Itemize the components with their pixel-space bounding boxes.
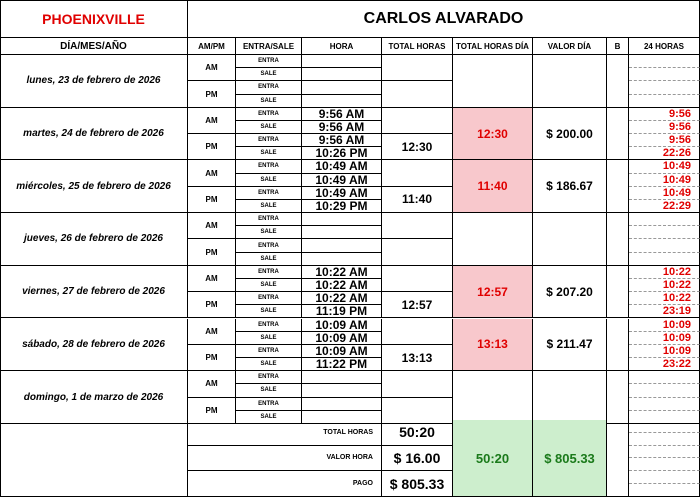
period-am: AM <box>188 266 236 292</box>
time-entry[interactable] <box>302 55 382 68</box>
time-entry[interactable] <box>302 398 382 411</box>
time-entry[interactable]: 10:09 AM <box>302 345 382 358</box>
h24-entry: 10:49 <box>629 187 700 200</box>
entra-label: ENTRA <box>236 398 302 411</box>
day-date: jueves, 26 de febrero de 2026 <box>0 213 188 266</box>
period-pm: PM <box>188 239 236 265</box>
header-entra-sale: ENTRA/SALE <box>236 38 302 55</box>
total-hours-blank <box>382 213 453 239</box>
entra-label: ENTRA <box>236 292 302 305</box>
time-entry[interactable]: 10:49 AM <box>302 174 382 187</box>
total-horas-label: TOTAL HORAS <box>188 420 382 446</box>
day-value <box>533 371 607 424</box>
entra-label: ENTRA <box>236 55 302 68</box>
header-hora: HORA <box>302 38 382 55</box>
header-valor-dia: VALOR DÍA <box>533 38 607 55</box>
h24-entry <box>629 226 700 239</box>
total-horas-value: 50:20 <box>382 420 453 446</box>
sale-label: SALE <box>236 226 302 239</box>
h24-entry: 10:09 <box>629 319 700 332</box>
total-hours: 12:57 <box>382 292 453 318</box>
day-date: martes, 24 de febrero de 2026 <box>0 108 188 161</box>
time-entry[interactable]: 9:56 AM <box>302 121 382 134</box>
day-value: $ 200.00 <box>533 108 607 161</box>
b-column-cell <box>607 55 629 108</box>
total-hours: 13:13 <box>382 345 453 371</box>
h24-entry <box>629 213 700 226</box>
h24-entry <box>629 398 700 411</box>
total-hours <box>382 81 453 107</box>
total-hours-blank <box>382 55 453 81</box>
valor-hora-label: VALOR HORA <box>188 446 382 472</box>
day-value <box>533 55 607 108</box>
summary-h24-blank <box>629 433 700 446</box>
time-entry[interactable]: 10:49 AM <box>302 187 382 200</box>
h24-entry: 22:29 <box>629 200 700 213</box>
company-title: PHOENIXVILLE <box>0 0 188 38</box>
h24-entry: 9:56 <box>629 108 700 121</box>
summary-b-blank <box>607 420 629 497</box>
time-entry[interactable] <box>302 81 382 94</box>
sale-label: SALE <box>236 174 302 187</box>
sale-label: SALE <box>236 68 302 81</box>
h24-entry: 22:26 <box>629 147 700 160</box>
total-hours <box>382 239 453 265</box>
time-entry[interactable]: 10:29 PM <box>302 200 382 213</box>
summary-day-hours: 50:20 <box>453 420 533 497</box>
sale-label: SALE <box>236 305 302 318</box>
h24-entry <box>629 384 700 397</box>
sale-label: SALE <box>236 121 302 134</box>
h24-entry <box>629 81 700 94</box>
period-pm: PM <box>188 134 236 160</box>
sale-label: SALE <box>236 384 302 397</box>
time-entry[interactable] <box>302 68 382 81</box>
h24-entry <box>629 55 700 68</box>
total-hours-blank <box>382 108 453 134</box>
day-date: domingo, 1 de marzo de 2026 <box>0 371 188 424</box>
entra-label: ENTRA <box>236 371 302 384</box>
time-entry[interactable]: 9:56 AM <box>302 134 382 147</box>
sale-label: SALE <box>236 147 302 160</box>
day-value <box>533 213 607 266</box>
pago-value: $ 805.33 <box>382 471 453 497</box>
entra-label: ENTRA <box>236 213 302 226</box>
summary-day-value: $ 805.33 <box>533 420 607 497</box>
period-pm: PM <box>188 81 236 107</box>
sale-label: SALE <box>236 253 302 266</box>
sale-label: SALE <box>236 332 302 345</box>
h24-entry: 10:22 <box>629 292 700 305</box>
summary-h24-blank <box>629 459 700 472</box>
header-total-horas: TOTAL HORAS <box>382 38 453 55</box>
h24-entry: 10:22 <box>629 266 700 279</box>
entra-label: ENTRA <box>236 160 302 173</box>
summary-h24-blank <box>629 484 700 497</box>
period-pm: PM <box>188 187 236 213</box>
sale-label: SALE <box>236 411 302 424</box>
b-column-cell <box>607 160 629 213</box>
h24-entry: 10:09 <box>629 332 700 345</box>
day-value: $ 211.47 <box>533 319 607 372</box>
total-hours: 11:40 <box>382 187 453 213</box>
h24-entry: 23:22 <box>629 358 700 371</box>
summary-h24-blank <box>629 471 700 484</box>
period-am: AM <box>188 55 236 81</box>
entra-label: ENTRA <box>236 134 302 147</box>
employee-title: CARLOS ALVARADO <box>188 0 700 38</box>
time-entry[interactable] <box>302 371 382 384</box>
header-ampm: AM/PM <box>188 38 236 55</box>
b-column-cell <box>607 108 629 161</box>
period-am: AM <box>188 371 236 397</box>
b-column-cell <box>607 371 629 424</box>
time-entry[interactable] <box>302 226 382 239</box>
day-total-hours: 12:30 <box>453 108 533 161</box>
entra-label: ENTRA <box>236 187 302 200</box>
period-pm: PM <box>188 292 236 318</box>
sale-label: SALE <box>236 358 302 371</box>
period-am: AM <box>188 160 236 186</box>
time-entry[interactable]: 10:22 AM <box>302 266 382 279</box>
header-date: DÍA/MES/AÑO <box>0 38 188 55</box>
h24-entry: 9:56 <box>629 134 700 147</box>
summary-h24-blank <box>629 446 700 459</box>
period-am: AM <box>188 108 236 134</box>
summary-h24-blank <box>629 420 700 433</box>
day-date: sábado, 28 de febrero de 2026 <box>0 319 188 372</box>
h24-entry <box>629 239 700 252</box>
day-total-hours: 12:57 <box>453 266 533 319</box>
total-hours-blank <box>382 160 453 186</box>
day-total-hours: 13:13 <box>453 319 533 372</box>
entra-label: ENTRA <box>236 345 302 358</box>
day-total-hours <box>453 213 533 266</box>
h24-entry: 23:19 <box>629 305 700 318</box>
header-h24: 24 HORAS <box>629 38 700 55</box>
h24-entry: 10:49 <box>629 174 700 187</box>
total-hours-blank <box>382 266 453 292</box>
sale-label: SALE <box>236 279 302 292</box>
entra-label: ENTRA <box>236 266 302 279</box>
period-pm: PM <box>188 345 236 371</box>
day-date: miércoles, 25 de febrero de 2026 <box>0 160 188 213</box>
time-entry[interactable]: 11:22 PM <box>302 358 382 371</box>
time-entry[interactable] <box>302 253 382 266</box>
day-value: $ 207.20 <box>533 266 607 319</box>
entra-label: ENTRA <box>236 319 302 332</box>
header-b: B <box>607 38 629 55</box>
total-hours-blank <box>382 319 453 345</box>
day-total-hours <box>453 371 533 424</box>
b-column-cell <box>607 319 629 372</box>
time-entry[interactable]: 10:09 AM <box>302 319 382 332</box>
day-date: viernes, 27 de febrero de 2026 <box>0 266 188 319</box>
time-entry[interactable]: 10:26 PM <box>302 147 382 160</box>
time-entry[interactable] <box>302 384 382 397</box>
header-total-horas-dia: TOTAL HORAS DÍA <box>453 38 533 55</box>
pago-label: PAGO <box>188 471 382 497</box>
time-entry[interactable]: 10:22 AM <box>302 292 382 305</box>
time-entry[interactable]: 10:09 AM <box>302 332 382 345</box>
total-hours-blank <box>382 371 453 397</box>
h24-entry: 9:56 <box>629 121 700 134</box>
day-total-hours: 11:40 <box>453 160 533 213</box>
day-total-hours <box>453 55 533 108</box>
b-column-cell <box>607 213 629 266</box>
h24-entry <box>629 371 700 384</box>
valor-hora-value: $ 16.00 <box>382 446 453 472</box>
h24-entry: 10:22 <box>629 279 700 292</box>
entra-label: ENTRA <box>236 81 302 94</box>
time-entry[interactable]: 10:49 AM <box>302 160 382 173</box>
period-pm: PM <box>188 398 236 424</box>
time-entry[interactable] <box>302 213 382 226</box>
entra-label: ENTRA <box>236 108 302 121</box>
period-am: AM <box>188 319 236 345</box>
time-entry[interactable]: 10:22 AM <box>302 279 382 292</box>
sale-label: SALE <box>236 95 302 108</box>
summary-blank <box>0 420 188 497</box>
total-hours: 12:30 <box>382 134 453 160</box>
day-date: lunes, 23 de febrero de 2026 <box>0 55 188 108</box>
time-entry[interactable]: 9:56 AM <box>302 108 382 121</box>
h24-entry <box>629 95 700 108</box>
period-am: AM <box>188 213 236 239</box>
time-entry[interactable] <box>302 95 382 108</box>
h24-entry: 10:49 <box>629 160 700 173</box>
entra-label: ENTRA <box>236 239 302 252</box>
h24-entry: 10:09 <box>629 345 700 358</box>
day-value: $ 186.67 <box>533 160 607 213</box>
b-column-cell <box>607 266 629 319</box>
time-entry[interactable] <box>302 239 382 252</box>
h24-entry <box>629 253 700 266</box>
time-entry[interactable]: 11:19 PM <box>302 305 382 318</box>
h24-entry <box>629 68 700 81</box>
sale-label: SALE <box>236 200 302 213</box>
